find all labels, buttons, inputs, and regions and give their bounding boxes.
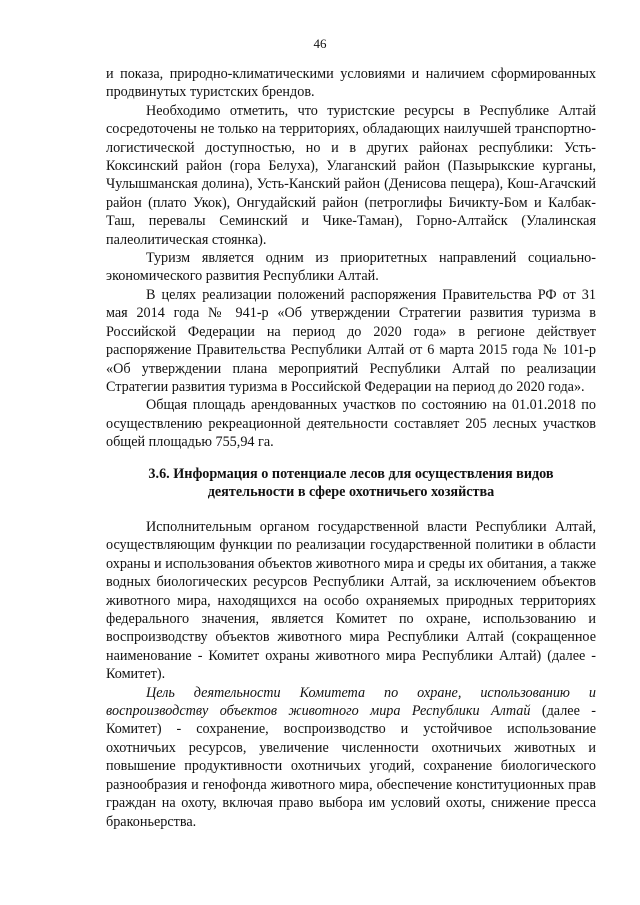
paragraph-continuation: и показа, природно-климатическими условиями и наличием сформированных продвинутых туристских брендов. xyxy=(106,66,596,101)
body-text-bottom xyxy=(106,518,596,831)
paragraph-tourist-resources: Необходимо отметить, что туристские ресурсы в Республике Алтай сосредоточены не только на территориях, обладающих наилучшей транспортно-логистической доступностью, но и в других районах республики: Усть-Коксинский район (гора Белуха), Улаганский район (Пазырыкские курганы, Чулышманская долина), Усть-Канский район (Денисова пещера), Кош-Агачский район (плато Укок), Онгудайский район (петроглифы Бичикту-Бом и Калбак-Таш, перевалы Семинский и Чике-Таман), Горно-Алтайск (Улалинская палеолитическая стоянка). xyxy=(106,102,596,248)
paragraph-leased-area: Общая площадь арендованных участков по состоянию на 01.01.2018 по осуществлению рекреационной деятельности составляет 205 лесных участков общей площадью 755,94 га. xyxy=(106,397,596,451)
section-heading-line-2: деятельности в сфере охотничьего хозяйства xyxy=(207,484,495,501)
paragraph-strategy-decree: В целях реализации положений распоряжения Правительства РФ от 31 мая 2014 года № 941-р «Об утверждении Стратегии развития туризма в Российской Федерации на период до 2020 года» в регионе действует распоряжение Правительства Республики Алтай от 6 марта 2015 года № 101-р «Об утверждении плана мероприятий Республики Алтай по реализации Стратегии развития туризма в Российской Федерации на период до 2020 года». xyxy=(106,286,596,395)
body-text-top xyxy=(106,65,596,452)
paragraph-committee-goal xyxy=(106,684,596,831)
paragraph-executive-body: Исполнительным органом государственной власти Республики Алтай, осуществляющим функции по реализации государственной политики в области охраны и использования объектов животного мира и среды их обитания, а также водных биологических ресурсов Республики Алтай, за исключением объектов животного мира, находящихся на особо охраняемых природных территориях федерального значения, является Комитет по охране, использованию и воспроизводству объектов животного мира Республики Алтай (сокращенное наименование - Комитет охраны животного мира Республики Алтай) (далее - Комитет). xyxy=(106,519,596,683)
committee-goal-italic: Цель деятельности Комитета по охране, использованию и воспроизводству объектов животного мира Республики Алтай xyxy=(106,684,596,720)
section-heading xyxy=(106,465,596,502)
page-number: 46 xyxy=(313,36,327,51)
section-heading-line-1: 3.6. Информация о потенциале лесов для осуществления видов xyxy=(148,466,554,482)
paragraph-tourism-priority: Туризм является одним из приоритетных направлений социально-экономического развития Республики Алтай. xyxy=(106,250,596,285)
committee-goal-text: (далее - Комитет) - сохранение, воспроизводство и устойчивое использование охотничьих ресурсов, увеличение численности охотничьих животных и повышение продуктивности охотничьих угодий, сохранение биологического разнообразия и генофонда животного мира, обеспечение конституционных прав граждан на охоту, включая право выбора им условий охоты, снижение пресса браконьерства. xyxy=(106,703,596,830)
